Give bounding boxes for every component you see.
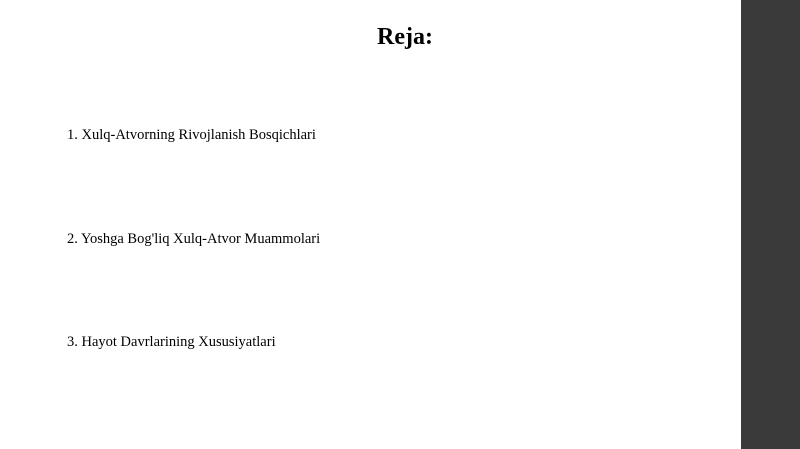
plan-item-1: 1. Xulq-Atvorning Rivojlanish Bosqichlari (67, 127, 316, 143)
side-panel (741, 0, 800, 449)
plan-item-3: 3. Hayot Davrlarining Xususiyatlari (67, 334, 276, 350)
slide-title: Reja: (377, 24, 433, 50)
plan-item-2: 2. Yoshga Bog'liq Xulq-Atvor Muammolari (67, 231, 321, 247)
